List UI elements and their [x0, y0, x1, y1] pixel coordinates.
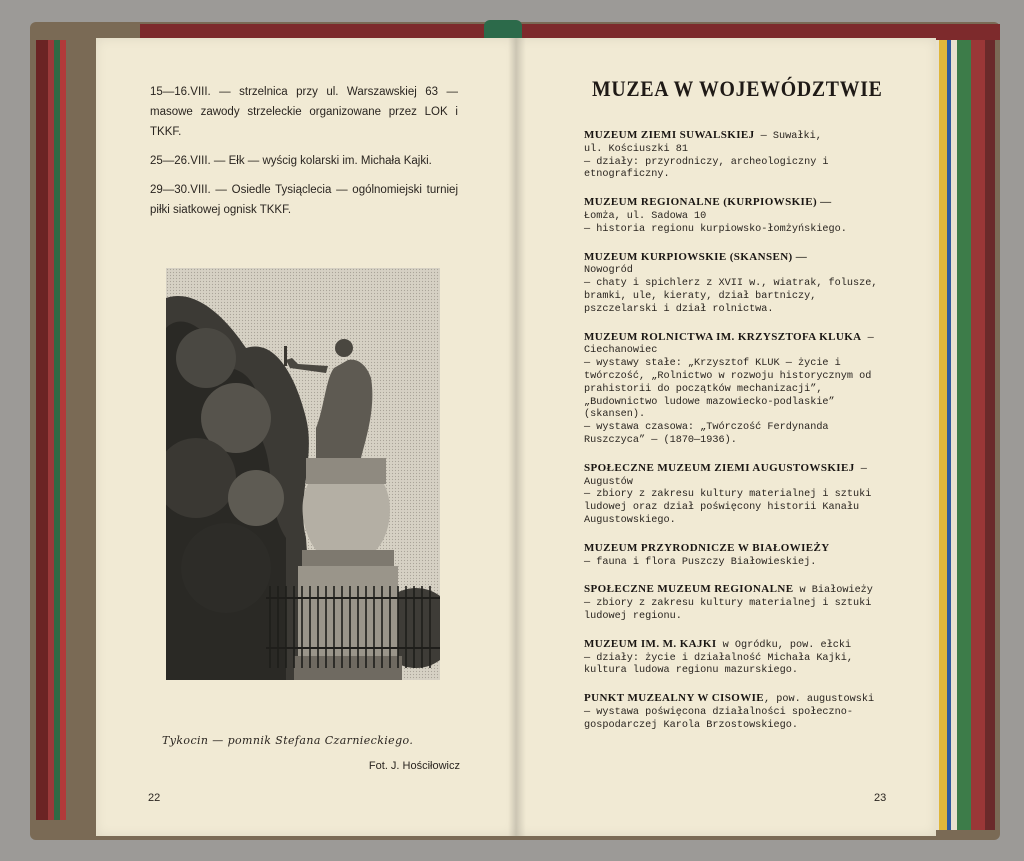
left-page-edges: [36, 40, 66, 820]
museum-detail: — wystawa poświęcona działalności społeczno-gospodarczej Karola Brzostowskiego.: [584, 706, 853, 731]
page-title: MUZEA W WOJEWÓDZTWIE: [592, 76, 883, 101]
museum-location: w Ogródku, pow. ełcki: [716, 639, 852, 651]
museum-detail: — wystawy stałe: „Krzysztof KLUK — życie i twórczość, „Rolnictwo w rozwoju historycznym od prahistorii do początków mechanizacji”, „Budownictwo ludowe mazowiecko-podlaskie” (skansen).: [584, 358, 872, 421]
museum-entry: [584, 331, 890, 448]
museum-location: w Białowieży: [793, 585, 873, 597]
museum-location: — Ciechanowiec: [584, 332, 874, 357]
museum-entry: [584, 583, 890, 623]
monument-photo: [166, 268, 440, 680]
events-list: [150, 82, 458, 220]
right-page-edges: [935, 40, 995, 830]
museum-name: MUZEUM REGIONALNE (KURPIOWSKIE) —: [584, 196, 832, 209]
museum-name: MUZEUM KURPIOWSKIE (SKANSEN) —: [584, 250, 808, 263]
museum-list: [584, 129, 890, 746]
museum-detail: — chaty i spichlerz z XVII w., wiatrak, folusze, bramki, ule, kieraty, dział bartniczy, pszczelarski i dział rolnictwa.: [584, 278, 878, 315]
museum-name: MUZEUM ROLNICTWA IM. KRZYSZTOFA KLUKA: [584, 330, 862, 343]
page-number-left: 22: [148, 792, 161, 804]
museum-location: — Augustów: [584, 463, 867, 488]
museum-detail: ul. Kościuszki 81: [584, 143, 688, 155]
event-entry: 15—16.VIII. — strzelnica przy ul. Warszawskiej 63 — masowe zawody strzeleckie organizowane przez LOK i TKKF.: [150, 86, 458, 138]
museum-entry: [584, 692, 890, 732]
museum-detail: — zbiory z zakresu kultury materialnej i sztuki ludowej oraz dział poświęcony historii Kanału Augustowskiego.: [584, 489, 872, 526]
photo-credit: Fot. J. Hościłowicz: [368, 760, 460, 772]
bookmark-ribbon: [484, 20, 522, 40]
museum-name: MUZEUM ZIEMI SUWALSKIEJ: [584, 129, 755, 141]
museum-entry: [584, 462, 890, 528]
museum-entry: [584, 638, 890, 678]
museum-detail: — działy: przyrodniczy, archeologiczny i etnograficzny.: [584, 156, 829, 181]
museum-entry: [584, 129, 890, 182]
photo-caption: Tykocin — pomnik Stefana Czarnieckiego.: [162, 734, 414, 747]
museum-location: , pow. augustowski: [764, 694, 875, 706]
museum-detail: — fauna i flora Puszczy Białowieskiej.: [584, 556, 817, 568]
page-number-right: 23: [874, 792, 887, 804]
museum-entry: [584, 196, 890, 236]
museum-name: MUZEUM PRZYRODNICZE W BIAŁOWIEŻY: [584, 541, 830, 554]
museum-location: — Suwałki,: [754, 131, 822, 142]
event-entry: 29—30.VIII. — Osiedle Tysiąclecia — ogólnomiejski turniej piłki siatkowej ognisk TKKF.: [150, 184, 458, 216]
museum-detail: — wystawa czasowa: „Twórczość Ferdynanda Ruszczyca” — (1870—1936).: [584, 422, 829, 446]
monument-illustration: [166, 268, 440, 680]
museum-name: MUZEUM IM. M. KAJKI: [584, 637, 717, 650]
museum-detail: — zbiory z zakresu kultury materialnej i sztuki ludowej regionu.: [584, 598, 872, 622]
museum-detail: Łomża, ul. Sadowa 10: [584, 210, 707, 222]
book-gutter: [508, 38, 526, 836]
museum-entry: [584, 251, 890, 317]
event-entry: 25—26.VIII. — Ełk — wyścig kolarski im. Michała Kajki.: [150, 155, 432, 167]
museum-entry: [584, 542, 890, 570]
museum-detail: Nowogród: [584, 265, 633, 277]
museum-detail: — historia regionu kurpiowsko-łomżyńskiego.: [584, 223, 847, 235]
museum-name: SPOŁECZNE MUZEUM REGIONALNE: [584, 583, 794, 596]
museum-name: SPOŁECZNE MUZEUM ZIEMI AUGUSTOWSKIEJ: [584, 461, 855, 474]
museum-detail: — działy: życie i działalność Michała Kajki, kultura ludowa regionu mazurskiego.: [584, 652, 853, 677]
museum-name: PUNKT MUZEALNY W CISOWIE: [584, 692, 765, 705]
